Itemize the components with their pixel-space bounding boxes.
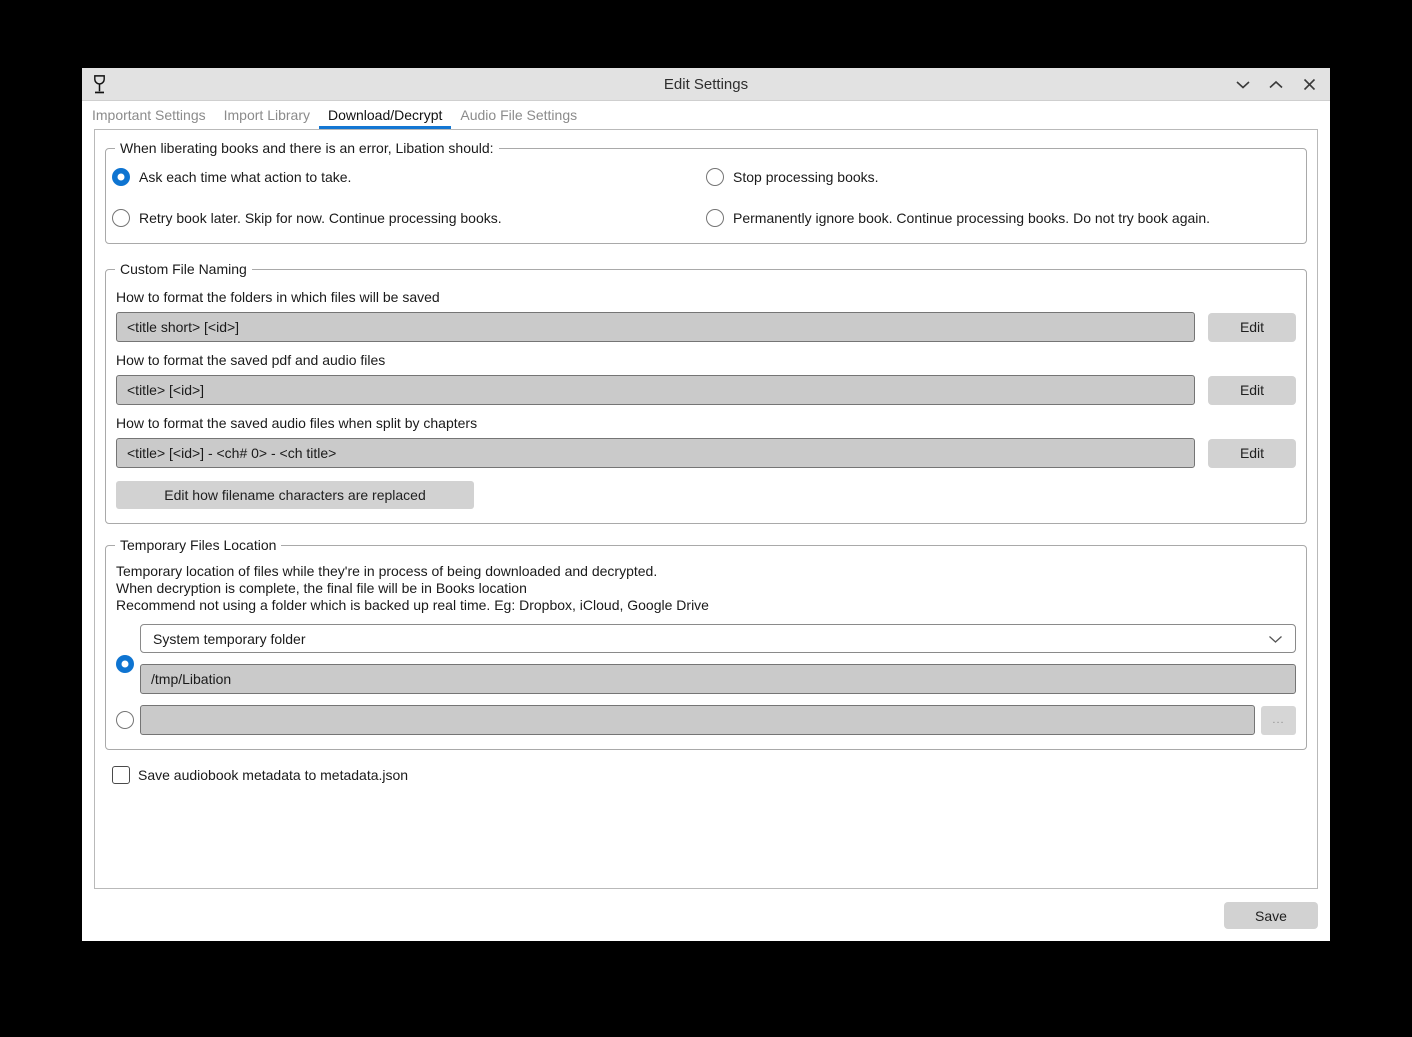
tab-audio-file-settings[interactable]: Audio File Settings [460, 107, 578, 123]
temp-description-line-1: Temporary location of files while they're in process of being downloaded and decrypted. [116, 563, 658, 579]
window-controls [1235, 76, 1330, 92]
temp-description-line-3: Recommend not using a folder which is backed up real time. Eg: Dropbox, iCloud, Google Drive [116, 597, 709, 613]
custom-temp-option-row [116, 705, 1296, 735]
error-handling-options [112, 164, 1300, 229]
metadata-checkbox-label: Save audiobook metadata to metadata.json [138, 767, 409, 783]
custom-temp-path-field [140, 705, 1255, 735]
chapter-format-field: <title> [<id>] - <ch# 0> - <ch title> [116, 438, 1195, 468]
settings-panel [94, 129, 1318, 889]
custom-file-naming-legend: Custom File Naming [120, 261, 247, 277]
chapter-format-edit-button[interactable]: Edit [1208, 439, 1296, 468]
edit-replacement-chars-button[interactable]: Edit how filename characters are replaced [116, 481, 474, 509]
radio-permanently-ignore[interactable] [706, 209, 1300, 227]
chapter-format-label: How to format the saved audio files when split by chapters [116, 415, 478, 431]
folder-format-edit-button[interactable]: Edit [1208, 313, 1296, 342]
radio-button-icon[interactable] [112, 168, 130, 186]
folder-format-label: How to format the folders in which files will be saved [116, 289, 440, 305]
radio-button-icon[interactable] [706, 168, 724, 186]
tab-important-settings[interactable]: Important Settings [92, 107, 206, 123]
temp-files-location-group [105, 537, 1307, 750]
temp-files-location-legend: Temporary Files Location [120, 537, 277, 553]
error-handling-legend: When liberating books and there is an error, Libation should: [120, 140, 494, 156]
checkbox-icon[interactable] [112, 766, 130, 784]
system-temp-path-field: /tmp/Libation [140, 664, 1296, 694]
chapter-format-row [116, 438, 1296, 468]
minimize-icon[interactable] [1235, 76, 1251, 92]
file-format-field: <title> [<id>] [116, 375, 1195, 405]
radio-button-icon[interactable] [116, 655, 134, 673]
metadata-checkbox-row[interactable] [112, 766, 1317, 784]
edit-settings-window [82, 68, 1330, 941]
chevron-down-icon [1268, 631, 1283, 647]
folder-format-row [116, 312, 1296, 342]
radio-label: Retry book later. Skip for now. Continue processing books. [139, 210, 502, 226]
save-button[interactable]: Save [1224, 902, 1318, 929]
tab-import-library[interactable]: Import Library [223, 107, 310, 123]
browse-button[interactable]: ... [1261, 706, 1296, 735]
radio-ask-each-time[interactable] [112, 168, 706, 186]
radio-button-icon[interactable] [116, 711, 134, 729]
wine-glass-icon [92, 74, 107, 95]
folder-format-field: <title short> [<id>] [116, 312, 1195, 342]
file-format-edit-button[interactable]: Edit [1208, 376, 1296, 405]
temp-description-line-2: When decryption is complete, the final file will be in Books location [116, 580, 527, 596]
title-bar [82, 68, 1330, 101]
radio-button-icon[interactable] [112, 209, 130, 227]
tab-strip [82, 101, 1330, 129]
error-handling-group [105, 140, 1307, 244]
file-format-row [116, 375, 1296, 405]
radio-stop-processing[interactable] [706, 168, 1300, 186]
tab-download-decrypt[interactable]: Download/Decrypt [319, 101, 451, 129]
file-format-label: How to format the saved pdf and audio files [116, 352, 386, 368]
custom-file-naming-group [105, 261, 1307, 524]
radio-label: Ask each time what action to take. [139, 169, 352, 185]
bottom-bar [82, 889, 1330, 941]
maximize-icon[interactable] [1268, 76, 1284, 92]
temp-folder-dropdown-value: System temporary folder [153, 630, 306, 647]
radio-button-icon[interactable] [706, 209, 724, 227]
close-icon[interactable] [1301, 76, 1317, 92]
radio-retry-later[interactable] [112, 209, 706, 227]
radio-label: Permanently ignore book. Continue processing books. Do not try book again. [733, 210, 1211, 226]
radio-label: Stop processing books. [733, 169, 879, 185]
window-title: Edit Settings [663, 75, 749, 93]
temp-folder-dropdown[interactable] [140, 624, 1296, 653]
system-temp-option-row [116, 664, 1296, 694]
temp-folder-dropdown-row [140, 624, 1296, 653]
